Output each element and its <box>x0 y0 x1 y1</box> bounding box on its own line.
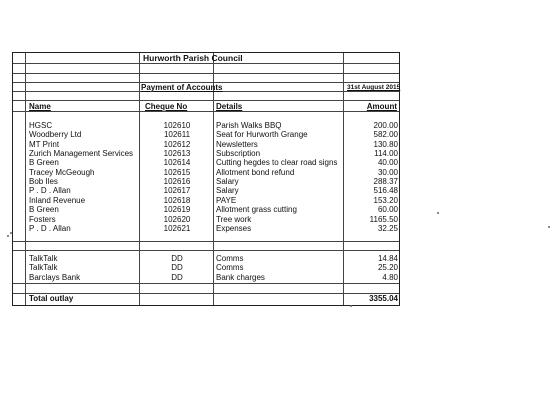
row-cheque: 102615 <box>163 167 191 177</box>
row-amount: 130.80 <box>373 139 398 149</box>
row-amount: 32.25 <box>377 223 398 233</box>
row-name: Zurich Management Services <box>29 149 134 159</box>
scan-speck <box>10 232 12 234</box>
row-cheque: DD <box>171 263 183 273</box>
row-name: B Green <box>29 158 59 168</box>
row-amount: 14.84 <box>377 254 398 263</box>
row-name: MT Print <box>29 139 60 149</box>
row-cheque: 102610 <box>163 121 191 130</box>
total-label: Total outlay <box>29 294 74 303</box>
row-cheque: 102620 <box>163 214 191 224</box>
grid-line <box>13 283 399 284</box>
row-details: Comms <box>216 263 244 273</box>
row-details: Salary <box>216 177 239 187</box>
row-amount: 1165.50 <box>369 214 398 224</box>
row-name: B Green <box>29 205 59 215</box>
row-details: Salary <box>216 186 239 196</box>
grid-line <box>13 241 399 242</box>
row-details: Allotment grass cutting <box>216 205 297 215</box>
row-cheque: 102617 <box>163 186 191 196</box>
row-cheque: 102619 <box>163 205 191 215</box>
row-name: Bob Iles <box>29 177 58 187</box>
grid-line <box>13 111 399 112</box>
row-name: Inland Revenue <box>29 195 86 205</box>
row-amount: 60.00 <box>377 205 398 215</box>
row-amount: 4.80 <box>382 272 398 282</box>
row-details: Comms <box>216 254 244 263</box>
row-cheque: DD <box>171 272 183 282</box>
row-cheque: 102614 <box>163 158 191 168</box>
row-amount: 40.00 <box>377 158 398 168</box>
row-name: TalkTalk <box>29 254 58 263</box>
row-name: TalkTalk <box>29 263 58 273</box>
row-details: Tree work <box>216 214 252 224</box>
row-cheque: 102611 <box>163 130 191 140</box>
council-title: Hurworth Parish Council <box>143 53 243 63</box>
row-amount: 25.20 <box>377 263 398 273</box>
row-cheque: 102613 <box>163 149 191 159</box>
report-date: 31st August 2015 <box>347 84 401 91</box>
row-cheque: 102621 <box>163 223 191 233</box>
row-cheque: DD <box>171 254 183 263</box>
col-header-details: Details <box>216 102 243 111</box>
row-amount: 200.00 <box>373 121 398 130</box>
row-details: Bank charges <box>216 272 265 282</box>
row-amount: 153.20 <box>373 195 398 205</box>
col-header-cheque: Cheque No <box>145 102 188 111</box>
grid-line <box>13 250 399 251</box>
section-title: Payment of Accounts <box>141 83 223 92</box>
row-name: Tracey McGeough <box>29 167 95 177</box>
row-name: P . D . Allan <box>29 223 71 233</box>
total-amount: 3355.04 <box>369 294 398 303</box>
row-amount: 582.00 <box>373 130 398 140</box>
scan-speck <box>350 305 352 307</box>
row-details: Cutting hegdes to clear road signs <box>216 158 338 168</box>
row-details: Newsletters <box>216 139 258 149</box>
row-cheque: 102616 <box>163 177 191 187</box>
row-cheque: 102618 <box>163 195 191 205</box>
grid-line <box>13 100 399 101</box>
row-name: HGSC <box>29 121 53 130</box>
row-details: Allotment bond refund <box>216 167 295 177</box>
grid-line <box>13 63 399 64</box>
row-details: Parish Walks BBQ <box>216 121 282 130</box>
row-amount: 114.00 <box>374 149 398 159</box>
row-details: Expenses <box>216 223 252 233</box>
row-details: Subscription <box>216 149 261 159</box>
grid-line <box>13 73 399 74</box>
row-details: Seat for Hurworth Grange <box>216 130 308 140</box>
row-amount: 288.37 <box>373 177 398 187</box>
row-name: Woodberry Ltd <box>29 130 82 140</box>
row-name: Fosters <box>29 214 56 224</box>
payment-table <box>12 52 400 306</box>
col-header-amount: Amount <box>366 102 397 111</box>
row-amount: 516.48 <box>373 186 398 196</box>
row-details: PAYE <box>216 195 237 205</box>
col-header-name: Name <box>29 102 51 111</box>
row-name: P . D . Allan <box>29 186 71 196</box>
row-name: Barclays Bank <box>29 272 81 282</box>
scan-speck <box>437 212 439 214</box>
row-cheque: 102612 <box>163 139 191 149</box>
scan-speck <box>7 235 9 237</box>
row-amount: 30.00 <box>377 167 398 177</box>
